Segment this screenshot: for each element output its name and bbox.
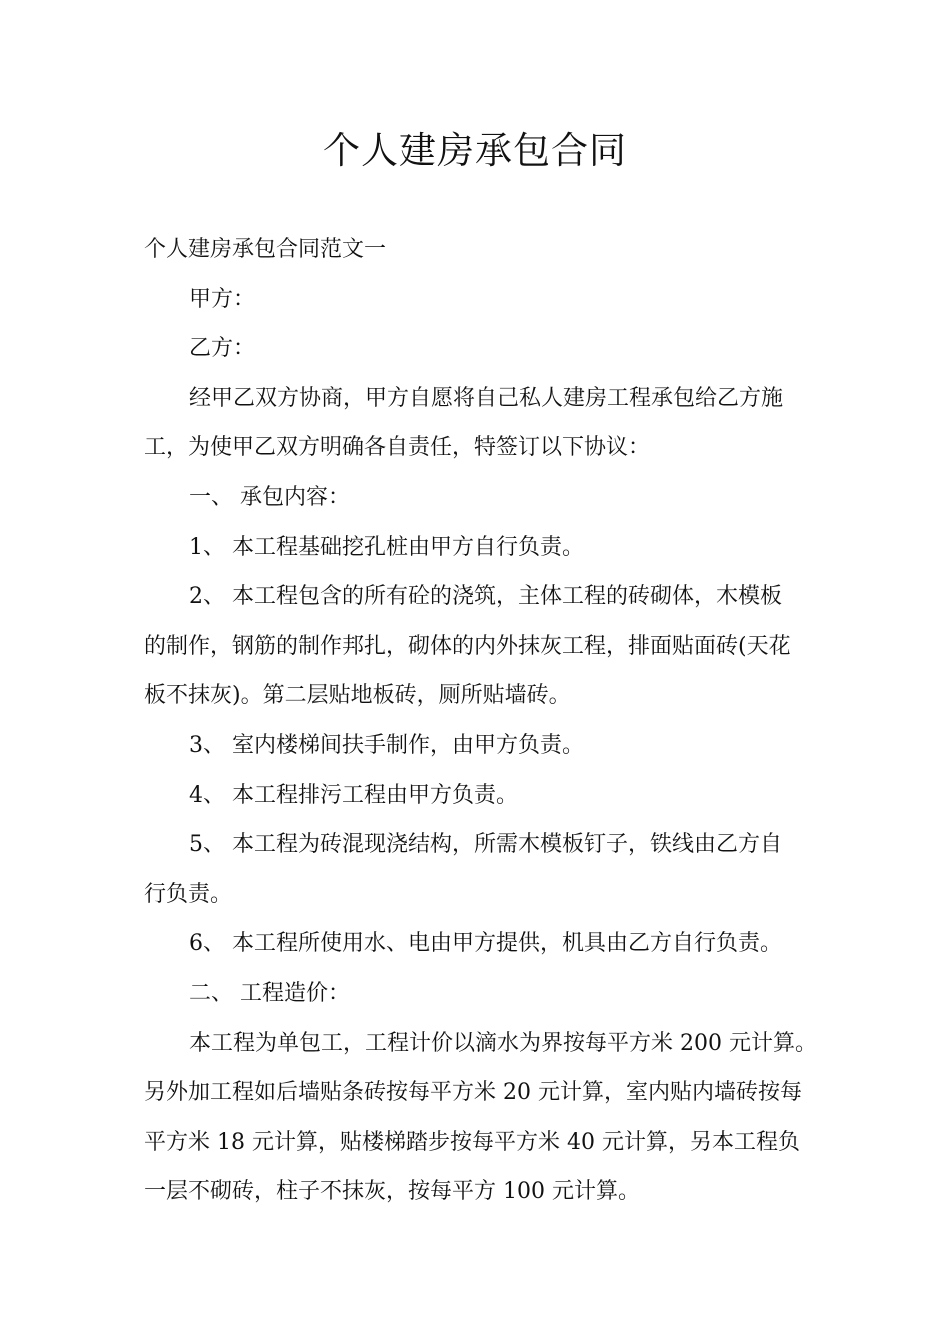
pricing-line: 平方米 18 元计算，贴楼梯踏步按每平方米 40 元计算，另本工程负 (144, 1129, 800, 1155)
clause-2-line: 2、 本工程包含的所有砼的浇筑，主体工程的砖砌体，木模板 (189, 584, 782, 610)
clause-5-line: 行负责。 (144, 881, 233, 907)
party-a-line: 甲方： (189, 286, 256, 312)
pricing-paragraph (144, 1019, 824, 1217)
intro-paragraph (144, 374, 824, 473)
subtitle: 个人建房承包合同范文一 (144, 237, 387, 262)
clause-2-line: 板不抹灰)。第二层贴地板砖，厕所贴墙砖。 (144, 683, 571, 709)
clause-5 (144, 820, 824, 919)
clause-5-line: 5、 本工程为砖混现浇结构，所需木模板钉子，铁线由乙方自 (189, 832, 782, 858)
document-body (144, 225, 824, 1217)
intro-line: 工，为使甲乙双方明确各自责任，特签订以下协议： (144, 435, 651, 461)
clause-2-line: 的制作，钢筋的制作邦扎，砌体的内外抹灰工程，排面贴面砖(天花 (144, 633, 791, 659)
pricing-line: 本工程为单包工，工程计价以滴水为界按每平方米 200 元计算。 (189, 1030, 817, 1056)
clause-1: 1、 本工程基础挖孔桩由甲方自行负责。 (189, 534, 584, 560)
clause-4: 4、 本工程排污工程由甲方负责。 (189, 782, 518, 808)
intro-line: 经甲乙双方协商，甲方自愿将自己私人建房工程承包给乙方施 (189, 385, 784, 411)
section-heading-scope: 一、 承包内容： (189, 484, 350, 510)
party-b-line: 乙方： (189, 336, 256, 362)
section-heading-cost: 二、 工程造价： (189, 980, 350, 1006)
pricing-line: 另外加工程如后墙贴条砖按每平方米 20 元计算，室内贴内墙砖按每 (144, 1080, 802, 1106)
pricing-line: 一层不砌砖，柱子不抹灰，按每平方 100 元计算。 (144, 1179, 640, 1205)
document-title: 个人建房承包合同 (323, 129, 627, 172)
clause-3: 3、 室内楼梯间扶手制作，由甲方负责。 (189, 732, 584, 758)
clause-2 (144, 572, 824, 721)
clause-6: 6、 本工程所使用水、电由甲方提供，机具由乙方自行负责。 (189, 931, 782, 957)
